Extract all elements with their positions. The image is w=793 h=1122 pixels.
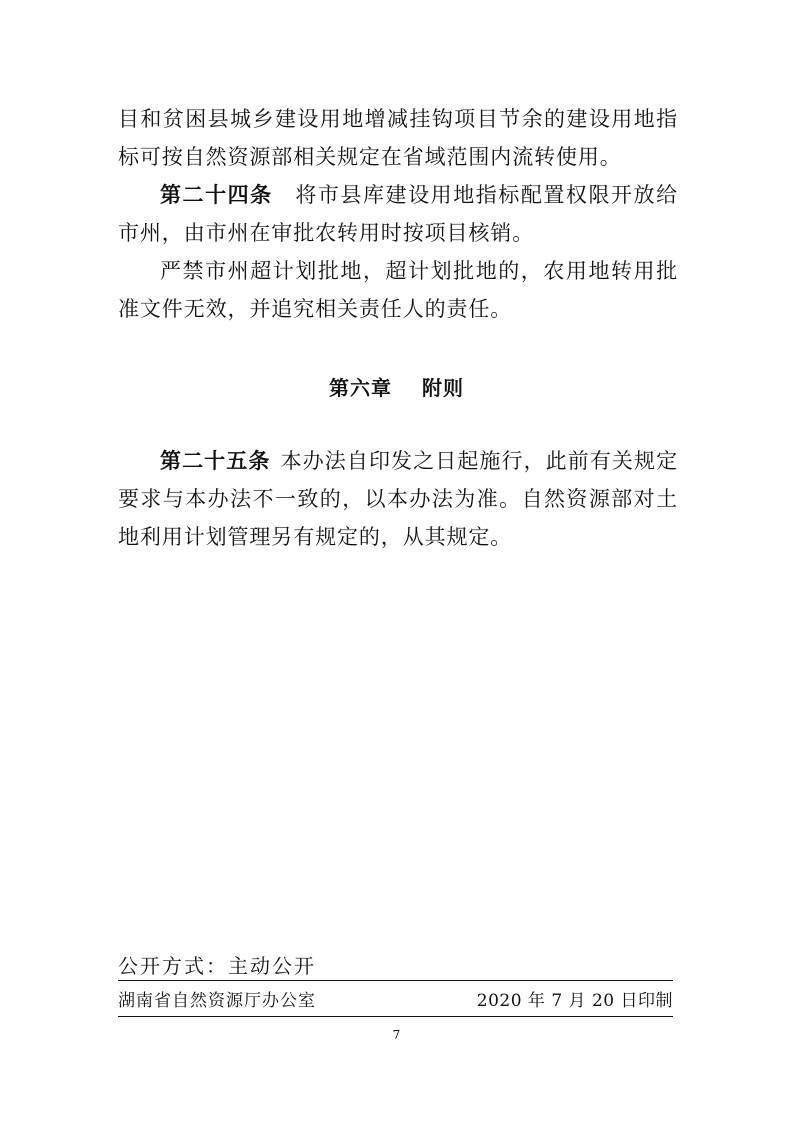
- footer-top-rule: [118, 980, 673, 981]
- article-25: [118, 442, 678, 556]
- chapter-title: 附则: [422, 376, 464, 400]
- chapter-heading: [0, 372, 793, 401]
- article-text: 将市县库建设用地指标配置权限开放给市州，由市州在审批农转用时按项目核销。: [118, 183, 678, 245]
- article-heading: 第二十五条: [160, 449, 271, 473]
- paragraph-continued: [118, 100, 678, 176]
- page-number: 7: [392, 1028, 401, 1042]
- disclosure-label: 公开方式：主动公开: [118, 954, 316, 978]
- footer-bottom-rule: [118, 1016, 673, 1017]
- article-heading: 第二十四条: [160, 183, 273, 207]
- paragraph-text: 目和贫困县城乡建设用地增减挂钩项目节余的建设用地指标可按自然资源部相关规定在省域范围内流转使用。: [118, 107, 678, 169]
- article-24: [118, 176, 678, 252]
- article-text: 本办法自印发之日起施行，此前有关规定要求与本办法不一致的，以本办法为准。自然资源部对土地利用计划管理另有规定的，从其规定。: [118, 449, 678, 549]
- paragraph-text: 严禁市州超计划批地，超计划批地的，农用地转用批准文件无效，并追究相关责任人的责任。: [118, 259, 678, 321]
- paragraph-prohibition: [118, 252, 678, 328]
- issuer: 湖南省自然资源厅办公室: [118, 991, 316, 1011]
- print-date: 2020 年 7 月 20 日印制: [476, 991, 673, 1011]
- chapter-number: 第六章: [329, 376, 392, 400]
